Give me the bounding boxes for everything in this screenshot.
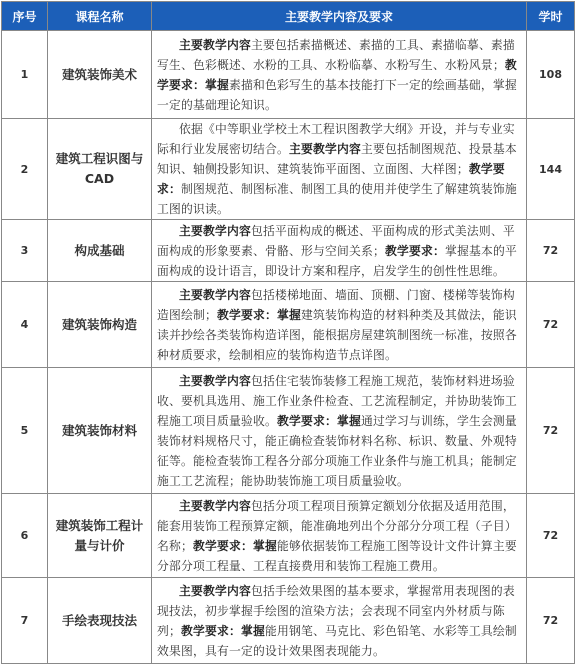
course-hours: 72 xyxy=(527,368,575,494)
row-number: 4 xyxy=(2,282,48,368)
course-hours: 144 xyxy=(527,119,575,220)
course-content xyxy=(152,494,527,578)
content-emphasis: 教学要求：掌握 xyxy=(276,413,361,428)
table-row xyxy=(2,494,575,578)
content-emphasis: 主要教学内容 xyxy=(179,583,251,598)
header-row xyxy=(2,2,575,31)
content-emphasis: 教学要求：掌握 xyxy=(157,57,517,92)
row-number: 2 xyxy=(2,119,48,220)
header-content: 主要教学内容及要求 xyxy=(152,2,527,31)
content-text: 掌握基本的平面构成的设计语言，即设计方案和程序，启发学生的创性性思维。 xyxy=(157,243,517,278)
content-text: 包括分项工程项目预算定额划分依据及适用范围，能套用装饰工程预算定额，能准确地列出个分部分分项工程（子目）名称； xyxy=(157,498,517,553)
content-emphasis: 主要教学内容 xyxy=(179,37,251,52)
course-hours: 72 xyxy=(527,282,575,368)
content-text: 素描和色彩写生的基本技能打下一定的绘画基础，掌握一定的基础理论知识。 xyxy=(157,77,517,112)
table-row xyxy=(2,31,575,119)
table-row xyxy=(2,220,575,282)
content-emphasis: 主要教学内容 xyxy=(288,142,361,156)
content-text: 制图规范、制图标准、制图工具的使用并使学生了解建筑装饰施工图的识读。 xyxy=(157,182,517,216)
row-number: 7 xyxy=(2,578,48,664)
course-content xyxy=(152,119,527,220)
course-hours: 72 xyxy=(527,494,575,578)
content-text: 包括楼梯地面、墙面、顶棚、门窗、楼梯等装饰构造图绘制； xyxy=(157,287,515,322)
row-number: 1 xyxy=(2,31,48,119)
course-content xyxy=(152,220,527,282)
course-name: 手绘表现技法 xyxy=(48,578,152,664)
course-name: 建筑装饰美术 xyxy=(48,31,152,119)
table-row xyxy=(2,119,575,220)
header-number: 序号 xyxy=(2,2,48,31)
row-number: 5 xyxy=(2,368,48,494)
content-text: 包括住宅装饰装修工程施工规范，装饰材料进场验收、要机具选用、施工作业条件检查、工艺流程制定，并协助装饰工程施工项目质量验收。 xyxy=(157,373,517,428)
content-emphasis: 主要教学内容 xyxy=(179,498,251,513)
course-name: 建筑装饰工程计量与计价 xyxy=(48,494,152,578)
table-row xyxy=(2,368,575,494)
content-emphasis: 主要教学内容 xyxy=(179,373,251,388)
content-text: 包括手绘效果图的基本要求，掌握常用表现图的表现技法，初步掌握手绘图的渲染方法；会表现不同室内外材质与陈列； xyxy=(157,583,515,638)
course-hours: 72 xyxy=(527,220,575,282)
content-text: 建筑装饰构造的材料种类及其做法，能识读并抄绘各类装饰构造详图，能根据房屋建筑制图统一标准，按照各种材质要求，绘制相应的装饰构造节点详图。 xyxy=(157,307,517,362)
course-name: 建筑装饰构造 xyxy=(48,282,152,368)
content-text: 能用钢笔、马克比、彩色铅笔、水彩等工具绘制效果图，具有一定的设计效果图表现能力。 xyxy=(157,623,517,658)
header-hours: 学时 xyxy=(527,2,575,31)
course-table xyxy=(1,1,575,664)
content-emphasis: 教学要求： xyxy=(384,243,445,258)
course-content xyxy=(152,578,527,664)
course-content xyxy=(152,282,527,368)
course-name: 建筑装饰材料 xyxy=(48,368,152,494)
header-course-name: 课程名称 xyxy=(48,2,152,31)
content-text: 包括平面构成的概述、平面构成的形式美法则、平面构成的形象要素、骨骼、形与空间关系； xyxy=(157,223,515,258)
table-row xyxy=(2,282,575,368)
content-emphasis: 主要教学内容 xyxy=(179,287,251,302)
table-row xyxy=(2,578,575,664)
course-hours: 72 xyxy=(527,578,575,664)
content-text: 主要包括素描概述、素描的工具、素描临摹、素描写生、色彩概述、水粉的工具、水粉临摹、水粉写生、水粉风景； xyxy=(157,37,515,72)
row-number: 3 xyxy=(2,220,48,282)
content-emphasis: 教学要求：掌握 xyxy=(217,307,301,322)
course-hours: 108 xyxy=(527,31,575,119)
course-name: 建筑工程识图与CAD xyxy=(48,119,152,220)
course-name: 构成基础 xyxy=(48,220,152,282)
content-text: 能够依据装饰工程施工图等设计文件计算主要分部分项工程量、工程直接费用和装饰工程施工费用。 xyxy=(157,538,517,573)
course-content xyxy=(152,31,527,119)
content-text: 依据《中等职业学校土木工程识图教学大纲》开设，并与专业实际和行业发展密切结合。 xyxy=(157,122,515,156)
content-emphasis: 主要教学内容 xyxy=(179,223,251,238)
content-text: 通过学习与训练，学生会测量装饰材料规格尺寸，能正确检查装饰材料名称、标识、数量、外观特征等。能检查装饰工程各分部分项施工作业条件与施工机具；能制定施工工艺流程；能协助装饰施工项目质量验收。 xyxy=(157,413,517,488)
content-emphasis: 教学要求：掌握 xyxy=(193,538,277,553)
row-number: 6 xyxy=(2,494,48,578)
content-emphasis: 教学要求：掌握 xyxy=(181,623,265,638)
content-emphasis: 教学要求： xyxy=(157,162,505,196)
course-content xyxy=(152,368,527,494)
content-text: 主要包括制图规范、投景基本知识、轴侧投影知识、建筑装饰平面图、立面图、大样图； xyxy=(157,142,517,176)
